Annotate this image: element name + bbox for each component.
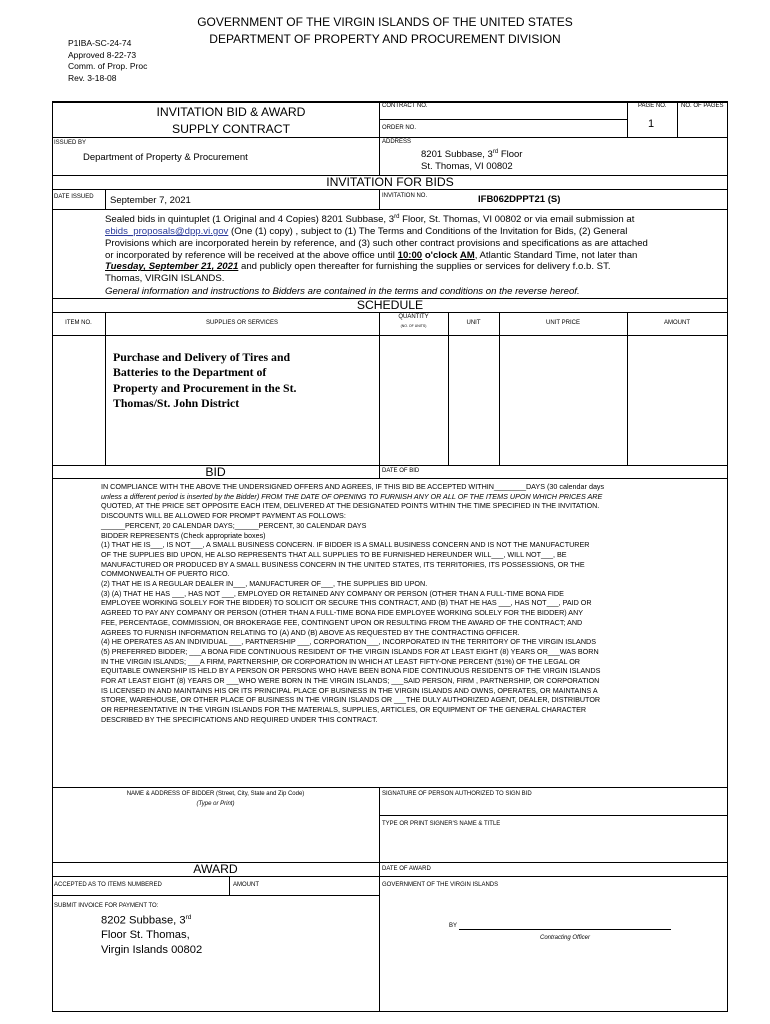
invoice-address [101,911,202,957]
bid-terms-line: AGREED TO PAY ANY COMPANY OR PERSON (OTHER THAN A FULL-TIME BONA FIDE EMPLOYEE WORKING SOLELY FOR THE BIDDER) ANY [101,608,584,618]
bid-terms-line: (2) THAT HE IS A REGULAR DEALER IN___, MANUFACTURER OF___, THE SUPPLIES BID UPON. [101,579,428,589]
bid-terms-line: (1) THAT HE IS___, IS NOT___, A SMALL BUSINESS CONCERN. IF BIDDER IS A SMALL BUSINESS CONCERN AND IS NOT THE MANUFACTURER [101,540,590,550]
col-quantity: QUANTITY [398,314,429,320]
award-heading: AWARD [193,862,238,876]
address-line1: 8201 Subbase, 3rd Floor [421,149,523,161]
item-description-line2: Batteries to the Department of [113,365,267,380]
bid-terms-line: QUOTED, AT THE PRICE SET OPPOSITE EACH ITEM, DELIVERED AT THE DESIGNATED POINTS WITHIN THE TIME SPECIFIED IN THE INVITATION. [101,501,600,511]
general-info-note: General information and instructions to Bidders are contained in the terms and conditions on the reverse hereof. [105,285,580,297]
bid-terms-line: FEE, PERCENTAGE, COMMISSION, OR BROKERAGE FEE, CONTINGENT UPON OR RESULTING FROM THE AWARD OF THE CONTRACT; AND [101,617,583,627]
bid-terms-line: unless a different period is inserted by the Bidder) FROM THE DATE OF OPENING TO FURNISH ANY OR ALL OF THE ITEMS UPON WHICH PRICES ARE [101,491,603,501]
bid-email-link[interactable]: ebids_proposals@dpp.vi.gov [105,225,229,237]
bid-terms-line: DISCOUNTS WILL BE ALLOWED FOR PROMPT PAYMENT AS FOLLOWS: [101,511,346,521]
bid-terms-line: STORE, WAREHOUSE, OR OTHER PLACE OF BUSINESS IN THE VIRGIN ISLANDS OR ___THE DULY AUTHORIZED AGENT, DEALER, DISTRIBUTOR [101,695,601,705]
invoice-address-line3: Virgin Islands 00802 [101,943,203,956]
invitation-no-label: INVITATION NO. [382,193,428,199]
instructions-line5: Tuesday, September 21, 2021 and publicly open thereafter for furnishing the supplies or services for delivery f.o.b. ST. [105,261,611,273]
instructions [105,212,725,298]
bid-terms-line: IS LICENSED IN AND MAINTAINS HIS OR ITS PRINCIPAL PLACE OF BUSINESS IN THE VIRGIN ISLANDS AND OWNS, OPERATES, OR MAINTAINS A [101,685,598,695]
date-issued-label: DATE ISSUED [54,194,94,200]
bid-terms-line: (5) PREFERRED BIDDER; ___A BONA FIDE CONTINUOUS RESIDENT OF THE VIRGIN ISLANDS FOR AT LEAST EIGHT (8) YEARS OR___WAS BORN [101,646,599,656]
instructions-line3: Provisions which are incorporated herein by reference, and (3) such other contract provisions and specifications as are attached [105,237,648,249]
signature-label: SIGNATURE OF PERSON AUTHORIZED TO SIGN BID [382,791,532,797]
award-amount-label: AMOUNT [233,882,259,888]
bid-terms-line: OF THE SUPPLIES BID UPON, HE ALSO REPRESENTS THAT ALL SUPPLIES TO BE FURNISHED HEREUNDER WILL___, WILL NOT___, BE [101,549,567,559]
issued-by-label: ISSUED BY [54,140,87,146]
bid-terms-line: AGREES TO FURNISH INFORMATION RELATING TO (A) AND (B) ABOVE AS REQUESTED BY THE CONTRACTING OFFICER. [101,627,520,637]
issued-by-value: Department of Property & Procurement [83,152,248,163]
date-of-bid-label: DATE OF BID [382,468,420,474]
bid-terms-line: OR REPRESENTATIVE IN THE VIRGIN ISLANDS FOR THE MATERIALS, SUPPLIES, ARTICLES, OR EQUIPMENT OF THE GENERAL CHARACTER [101,705,587,715]
government-label: GOVERNMENT OF THE VIRGIN ISLANDS [382,882,499,888]
bid-terms-line: DESCRIBED BY THE SPECIFICATIONS AND REQUIRED UNDER THIS CONTRACT. [101,714,378,724]
doc-title [110,104,352,137]
bidder-name-sub: (Type or Print) [196,801,235,807]
bid-terms-line: IN THE VIRGIN ISLANDS; ___A FIRM, PARTNERSHIP, OR CORPORATION IN WHICH AT LEAST FIFTY-ONE PERCENT (51%) OF THE LEGAL OR [101,656,580,666]
deadline-date: Tuesday, September 21, 2021 [105,261,239,273]
bidder-name-label: NAME & ADDRESS OF BIDDER (Street, City, State and Zip Code) [126,791,305,797]
invitation-for-bids-heading: INVITATION FOR BIDS [326,175,454,189]
col-unit: UNIT [466,320,481,326]
instructions-line6: Thomas, VIRGIN ISLANDS. [105,273,225,285]
date-of-award-label: DATE OF AWARD [382,866,431,872]
col-quantity-sub: (NO. OF UNITS) [400,324,427,328]
address-label: ADDRESS [382,139,412,145]
item-description-line1: Purchase and Delivery of Tires and [113,350,291,364]
bid-terms-line: FOR AT LEAST EIGHT (8) YEARS OR ___WHO WERE BORN IN THE VIRGIN ISLANDS; ___SAID PERSON, FIRM , PARTNERSHIP, OR CORPORATION [101,676,600,686]
instructions-line4: or incorporated by reference will be received at the above office until 10:00 o'clock AM, Atlantic Standard Time, not later than [105,249,638,261]
bid-terms-line: BIDDER REPRESENTS (Check appropriate boxes) [101,530,266,540]
col-supplies: SUPPLIES OR SERVICES [206,320,278,326]
signer-name-label: TYPE OR PRINT SIGNER'S NAME & TITLE [382,821,501,827]
contracting-officer-label: Contracting Officer [539,935,591,941]
deadline-time: 10:00 [397,249,423,261]
col-amount: AMOUNT [664,320,690,326]
schedule-heading: SCHEDULE [356,298,424,312]
invitation-no-value: IFB062DPPT21 (S) [478,194,561,205]
form-meta [68,38,147,84]
bid-terms [101,482,725,725]
bid-heading: BID [205,465,226,479]
form-rev: Rev. 3-18-08 [68,72,117,83]
bid-terms-line: IN COMPLIANCE WITH THE ABOVE THE UNDERSIGNED OFFERS AND AGREES, IF THIS BID BE ACCEPTED WITHIN________DAYS (30 calendar days [101,482,605,491]
instructions-line2: ebids_proposals@dpp.vi.gov (One (1) copy) , subject to (1) The Terms and Conditions of the Invitation for Bids, (2) General [105,225,628,237]
header-title-line2: DEPARTMENT OF PROPERTY AND PROCUREMENT DIVISION [209,32,561,46]
signature-line [459,929,671,930]
form-approved: Approved 8-22-73 [68,49,137,60]
col-unit-price: UNIT PRICE [546,320,580,326]
page-no-value: 1 [648,118,655,130]
page-no-label: PAGE NO. [638,103,667,109]
invoice-address-line1: 8202 Subbase, 3rd [101,914,192,927]
contract-no-label: CONTRACT NO. [382,103,428,109]
header-title-line1: GOVERNMENT OF THE VIRGIN ISLANDS OF THE UNITED STATES [197,15,573,29]
address-line2: St. Thomas, VI 00802 [421,161,513,173]
form-comm: Comm. of Prop. Proc [68,61,148,71]
bid-terms-line: MANUFACTURED OR PRODUCED BY A SMALL BUSINESS CONCERN IN THE UNITED STATES, ITS TERRITORIES, ITS POSSESSIONS, OR THE [101,559,585,569]
form-number: P1IBA-SC-24-74 [68,38,132,48]
no-of-pages-label: NO. OF PAGES [681,103,724,109]
header-title [150,14,620,48]
bid-terms-line: ______PERCENT, 20 CALENDAR DAYS;______PERCENT, 30 CALENDAR DAYS [101,520,367,530]
bid-terms-line: EMPLOYEE WORKING SOLELY FOR THE BIDDER) TO SOLICIT OR SECURE THIS CONTRACT, AND (B) THAT HE HAS ___, HAS NOT___, PAID OR [101,598,592,608]
bid-terms-line: (4) HE OPERATES AS AN INDIVIDUAL ___, PARTNERSHIP ___, CORPORATION___, INCORPORATED IN THE TERRITORY OF THE VIRGIN ISLANDS [101,637,596,647]
bid-terms-line: (3) (A) THAT HE HAS ___, HAS NOT ___, EMPLOYED OR RETAINED ANY COMPANY OR PERSON (OTHER THAN A FULL-TIME BONA FIDE [101,588,564,598]
col-item-no: ITEM NO. [65,320,92,326]
accepted-items-label: ACCEPTED AS TO ITEMS NUMBERED [54,882,162,888]
bid-terms-line: EQUITABLE OWNERSHIP IS HELD BY A PERSON OR PERSONS WHO HAVE BEEN BONA FIDE CONTINUOUS RESIDENTS OF THE VIRGIN ISLANDS [101,666,601,676]
invoice-address-line2: Floor St. Thomas, [101,929,190,942]
item-description [113,350,297,412]
invoice-label: SUBMIT INVOICE FOR PAYMENT TO: [54,903,159,909]
instructions-line1: Sealed bids in quintuplet (1 Original and 4 Copies) 8201 Subbase, 3rd Floor, St. Thomas, VI 00802 or via email submission at [105,214,635,226]
by-label: BY [449,923,458,929]
bid-terms-line: COMMONWEALTH OF PUERTO RICO. [101,569,230,579]
doc-title-line2: SUPPLY CONTRACT [171,121,291,136]
item-description-line4: Thomas/St. John District [113,396,240,411]
deadline-am: AM [459,249,475,261]
doc-title-line1: INVITATION BID & AWARD [156,105,306,119]
date-issued-value: September 7, 2021 [110,195,191,206]
item-description-line3: Property and Procurement in the St. [113,380,297,395]
address-block [421,146,522,173]
order-no-label: ORDER NO. [382,125,417,131]
